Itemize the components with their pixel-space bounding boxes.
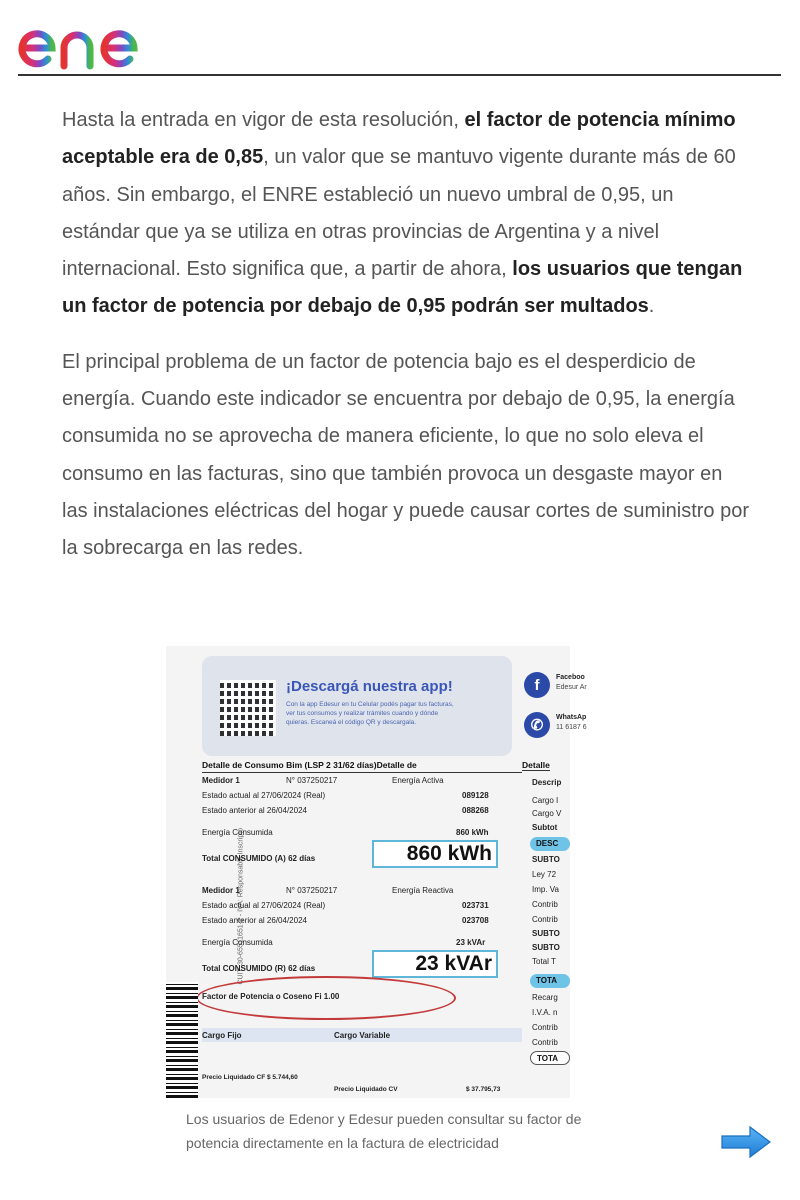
whatsapp-sub: 11 6187 6 bbox=[556, 724, 587, 731]
fixed-charge-label: Cargo Fijo bbox=[202, 1031, 242, 1040]
state-current: Estado actual al 27/06/2024 (Real) bbox=[202, 791, 326, 800]
state-previous-value-2: 023708 bbox=[462, 916, 489, 925]
detail-item: SUBTO bbox=[532, 855, 560, 864]
p1-text-c: , un valor que se mantuvo vigente durante más de 60 años. Sin embargo, el ENRE estableció un nuevo umbral de 0,95, un estándar que ya se utiliza en otras provincias de Argentina y a nivel internacional. Esto significa que, a partir de ahora, bbox=[62, 146, 736, 281]
variable-price-value: $ 37.795,73 bbox=[466, 1086, 501, 1093]
detail-item: Contrib bbox=[532, 915, 558, 924]
energy-consumed: Energía Consumida bbox=[202, 828, 273, 837]
detail-pill: TOTA bbox=[530, 1051, 570, 1065]
meter-number-2: N° 037250217 bbox=[286, 886, 338, 895]
image-caption: Los usuarios de Edenor y Edesur pueden consultar su factor de potencia directamente en la factura de electricidad bbox=[186, 1111, 582, 1151]
variable-price-label: Precio Liquidado CV bbox=[334, 1086, 398, 1093]
detail-item: Contrib bbox=[532, 900, 558, 909]
detail-pill: TOTA bbox=[530, 974, 570, 988]
paragraph-1 bbox=[62, 102, 752, 326]
p1-text-e: . bbox=[648, 295, 655, 318]
consumption-section-title: Detalle de Consumo Bim (LSP 2 31/62 días)Detalle de bbox=[202, 760, 522, 773]
facebook-label: Faceboo bbox=[556, 674, 585, 681]
energy-type: Energía Activa bbox=[392, 776, 444, 785]
state-previous-2: Estado anterior al 26/04/2024 bbox=[202, 916, 307, 925]
state-current-value-2: 023731 bbox=[462, 901, 489, 910]
total-consumed-value-2: 23 kVAr bbox=[372, 950, 498, 978]
energy-consumed-value-2: 23 kVAr bbox=[456, 938, 486, 947]
article-body bbox=[62, 102, 752, 586]
meter-label-2: Medidor 1 bbox=[202, 886, 240, 895]
state-previous: Estado anterior al 26/04/2024 bbox=[202, 806, 307, 815]
bill-vertical-text: CUIT: 30-65511651-2 - IVA: Responsable Inscripto bbox=[237, 827, 245, 985]
detail-section-title: Detalle bbox=[522, 760, 550, 770]
qr-code-pattern bbox=[220, 680, 276, 736]
detail-item: Descrip bbox=[532, 778, 562, 787]
total-consumed-label: Total CONSUMIDO (A) 62 días bbox=[202, 854, 316, 863]
arrow-right-icon[interactable] bbox=[720, 1125, 772, 1159]
state-current-2: Estado actual al 27/06/2024 (Real) bbox=[202, 901, 326, 910]
detail-item: I.V.A. n bbox=[532, 1008, 558, 1017]
detail-item: Ley 72 bbox=[532, 870, 557, 879]
energy-consumed-2: Energía Consumida bbox=[202, 938, 273, 947]
bill-image bbox=[166, 646, 587, 1098]
barcode-icon bbox=[166, 982, 198, 1098]
detail-item: SUBTO bbox=[532, 943, 560, 952]
detail-pill: DESC bbox=[530, 837, 570, 851]
fixed-price-label: Precio Liquidado CF $ 5.744,60 bbox=[202, 1074, 298, 1081]
detail-item: Contrib bbox=[532, 1038, 558, 1047]
enel-logo[interactable] bbox=[18, 6, 178, 68]
state-previous-value: 088268 bbox=[462, 806, 489, 815]
app-promo-title: ¡Descargá nuestra app! bbox=[286, 678, 453, 695]
detail-item: Cargo V bbox=[532, 809, 562, 818]
detail-item: Total T bbox=[532, 957, 556, 966]
detail-item: Recarg bbox=[532, 993, 558, 1002]
meter-label: Medidor 1 bbox=[202, 776, 240, 785]
state-current-value: 089128 bbox=[462, 791, 489, 800]
facebook-sub: Edesur Ar bbox=[556, 684, 587, 691]
detail-item: Contrib bbox=[532, 1023, 558, 1032]
energy-type-2: Energía Reactiva bbox=[392, 886, 454, 895]
whatsapp-icon: ✆ bbox=[524, 712, 550, 738]
meter-number: N° 037250217 bbox=[286, 776, 338, 785]
detail-item: Cargo I bbox=[532, 796, 559, 805]
variable-charge-label: Cargo Variable bbox=[334, 1031, 391, 1040]
app-promo-text: Con la app Edesur en tu Celular podés pagar tus facturas, ver tus consumos y realizar trámites cuando y dónde quieras. Escaneá el código QR y descargala. bbox=[286, 701, 454, 726]
whatsapp-label: WhatsAp bbox=[556, 714, 587, 721]
p1-bold-d: los usuarios que tengan un factor de potencia por debajo de 0,95 podrán ser multados bbox=[62, 258, 743, 318]
power-factor-label: Factor de Potencia o Coseno Fi 1.00 bbox=[202, 992, 340, 1001]
p1-text-a: Hasta la entrada en vigor de esta resolución, bbox=[62, 109, 465, 131]
power-factor-highlight bbox=[196, 976, 456, 1020]
site-header bbox=[18, 0, 781, 76]
total-consumed-value: 860 kWh bbox=[372, 840, 498, 868]
facebook-icon: f bbox=[524, 672, 550, 698]
social-links bbox=[524, 672, 587, 752]
paragraph-2: El principal problema de un factor de potencia bajo es el desperdicio de energía. Cuando este indicador se encuentra por debajo de 0,95, la energía consumida no se aprovecha de manera eficiente, lo que no solo eleva el consumo en las facturas, sino que también provoca un desgaste mayor en las instalaciones eléctricas del hogar y puede causar cortes de suministro por la sobrecarga en las redes. bbox=[62, 350, 750, 560]
detail-item: Imp. Va bbox=[532, 885, 559, 894]
total-consumed-label-2: Total CONSUMIDO (R) 62 días bbox=[202, 964, 316, 973]
p1-bold-b: el factor de potencia mínimo aceptable era de 0,85 bbox=[62, 109, 736, 169]
detail-item: SUBTO bbox=[532, 929, 560, 938]
energy-consumed-value: 860 kWh bbox=[456, 828, 489, 837]
detail-item: Subtot bbox=[532, 823, 558, 832]
